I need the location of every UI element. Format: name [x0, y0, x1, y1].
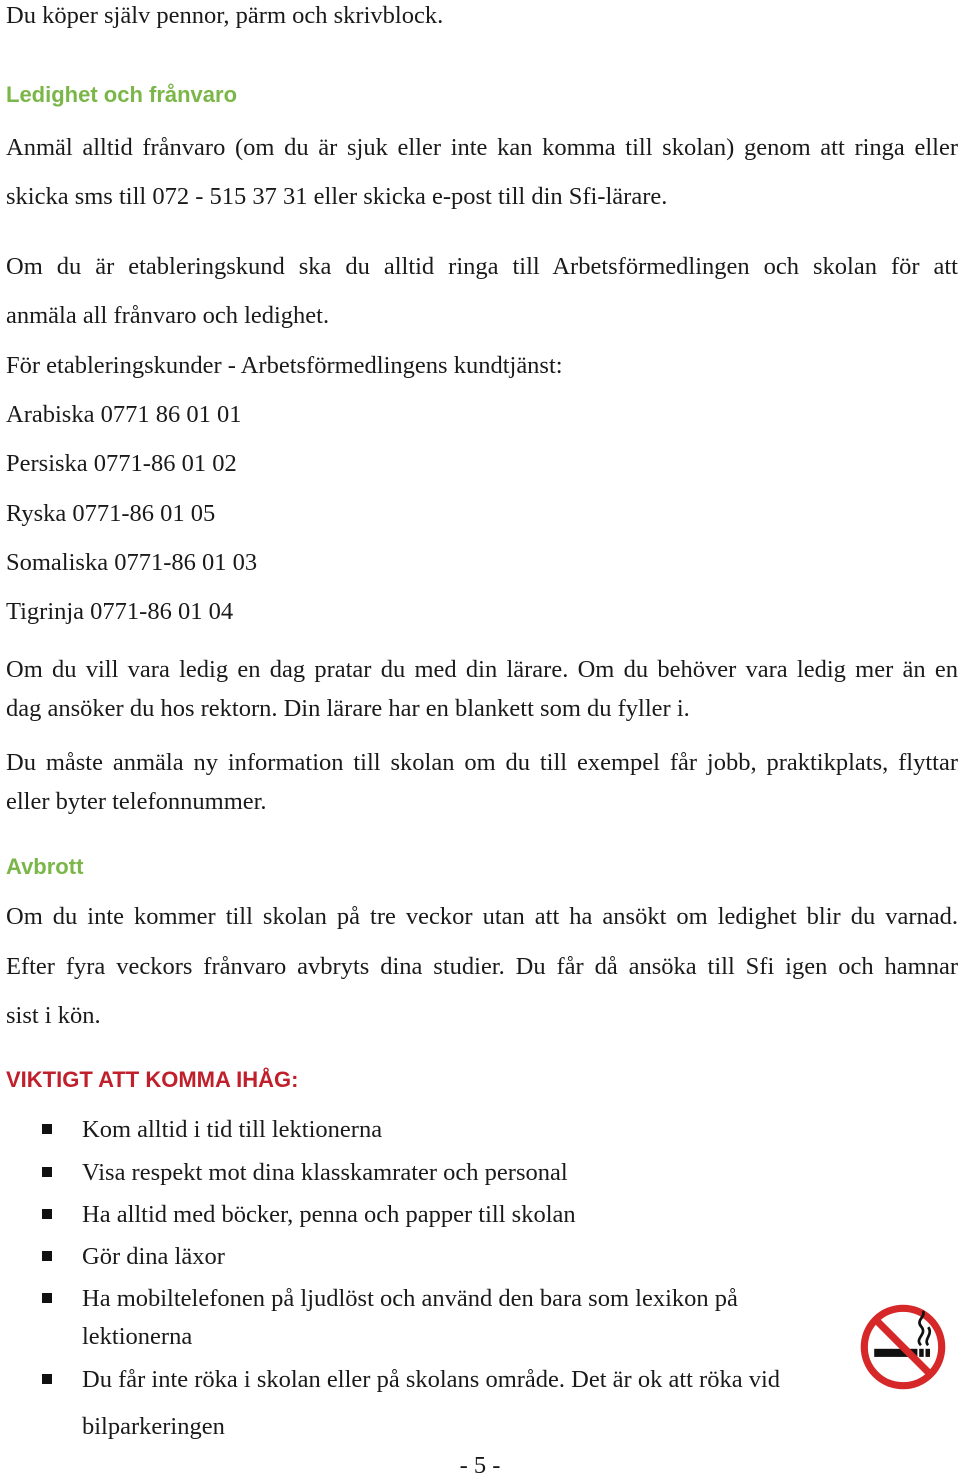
list-item: Gör dina läxor — [82, 1243, 225, 1270]
ledighet-p2-line2: anmäla all frånvaro och ledighet. — [6, 302, 330, 329]
ledighet-p3: För etableringskunder - Arbetsförmedlingens kundtjänst: — [6, 352, 563, 379]
phone-line: Arabiska 0771 86 01 01 — [6, 401, 242, 428]
list-item: Visa respekt mot dina klasskamrater och personal — [82, 1159, 568, 1186]
bullet-icon — [42, 1167, 52, 1177]
bullet-icon — [42, 1124, 52, 1134]
list-item: Ha mobiltelefonen på ljudlöst och använd den bara som lexikon på — [82, 1285, 738, 1312]
list-item: Ha alltid med böcker, penna och papper till skolan — [82, 1201, 576, 1228]
heading-ledighet: Ledighet och frånvaro — [6, 82, 238, 107]
heading-viktigt: VIKTIGT ATT KOMMA IHÅG: — [6, 1067, 299, 1092]
avbrott-line1: Om du inte kommer till skolan på tre veckor utan att ha ansökt om ledighet blir du varnad. — [6, 903, 958, 930]
no-smoking-icon — [858, 1302, 948, 1392]
phone-line: Ryska 0771-86 01 05 — [6, 500, 216, 527]
list-item-continuation: lektionerna — [82, 1323, 193, 1350]
ledighet-p2-line1: Om du är etableringskund ska du alltid ringa till Arbetsförmedlingen och skolan för att — [6, 253, 958, 280]
ledighet-p5-line2: eller byter telefonnummer. — [6, 788, 267, 815]
bullet-icon — [42, 1293, 52, 1303]
phone-line: Persiska 0771-86 01 02 — [6, 450, 237, 477]
ledighet-p4-line1: Om du vill vara ledig en dag pratar du med din lärare. Om du behöver vara ledig mer än en — [6, 656, 958, 683]
intro-text: Du köper själv pennor, pärm och skrivblock. — [6, 2, 444, 29]
list-item: Kom alltid i tid till lektionerna — [82, 1116, 383, 1143]
ledighet-p1-line1: Anmäl alltid frånvaro (om du är sjuk eller inte kan komma till skolan) genom att ringa eller — [6, 134, 958, 161]
avbrott-line3: sist i kön. — [6, 1002, 101, 1029]
list-item: Du får inte röka i skolan eller på skolans område. Det är ok att röka vid — [82, 1366, 781, 1393]
bullet-icon — [42, 1209, 52, 1219]
bullet-icon — [42, 1251, 52, 1261]
heading-avbrott: Avbrott — [6, 854, 84, 879]
phone-line: Somaliska 0771-86 01 03 — [6, 549, 258, 576]
page-number: - 5 - — [459, 1452, 501, 1479]
avbrott-line2: Efter fyra veckors frånvaro avbryts dina studier. Du får då ansöka till Sfi igen och hamnar — [6, 953, 958, 980]
ledighet-p5-line1: Du måste anmäla ny information till skolan om du till exempel får jobb, praktikplats, flyttar — [6, 749, 958, 776]
list-item-continuation: bilparkeringen — [82, 1413, 225, 1440]
ledighet-p4-line2: dag ansöker du hos rektorn. Din lärare har en blankett som du fyller i. — [6, 695, 690, 722]
phone-line: Tigrinja 0771-86 01 04 — [6, 598, 234, 625]
bullet-icon — [42, 1374, 52, 1384]
ledighet-p1-line2: skicka sms till 072 - 515 37 31 eller skicka e-post till din Sfi-lärare. — [6, 183, 668, 210]
